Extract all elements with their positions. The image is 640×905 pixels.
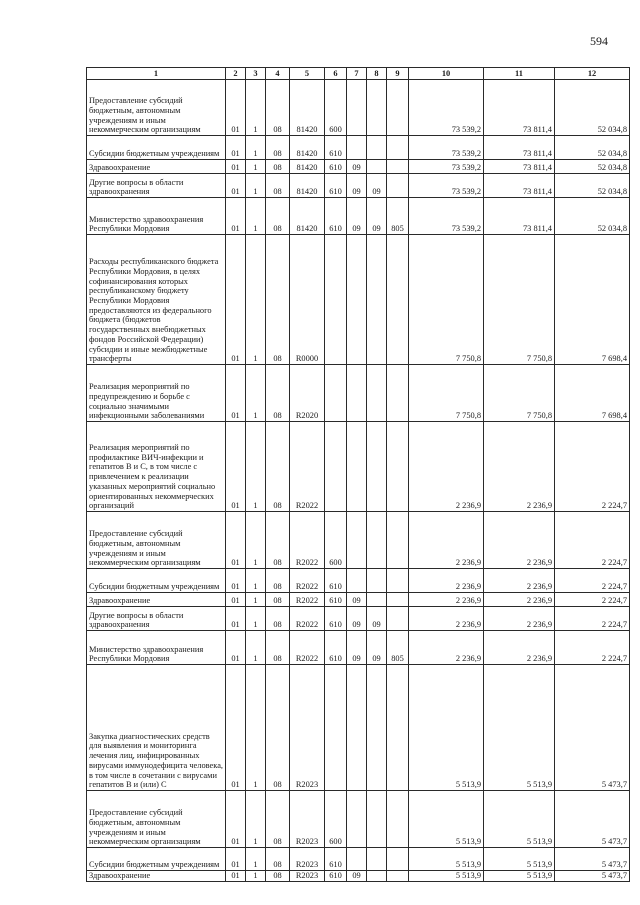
- column-header: 10: [409, 68, 484, 80]
- col-4-cell: 08: [266, 791, 290, 848]
- col-8-cell: [367, 848, 387, 871]
- col-11-cell: 73 811,4: [484, 174, 555, 198]
- col-3-cell: 1: [246, 365, 266, 422]
- col-10-cell: 2 236,9: [409, 569, 484, 593]
- column-header: 9: [387, 68, 409, 80]
- col-5-cell: 81420: [290, 174, 325, 198]
- col-9-cell: [387, 665, 409, 791]
- row-name-cell: Расходы республиканского бюджета Республики Мордовия, в целях софинансирования которых республиканскому бюджету Республики Мордовия предоставляются из федерального бюджета (бюджетов государственных внебюджетных фондов Российской Федерации) субсидии и иные межбюджетные трансферты: [87, 235, 226, 365]
- row-name-cell: Предоставление субсидий бюджетным, автономным учреждениям и иным некоммерческим организациям: [87, 791, 226, 848]
- col-4-cell: 08: [266, 80, 290, 136]
- col-3-cell: 1: [246, 791, 266, 848]
- col-12-cell: 52 034,8: [555, 198, 630, 235]
- col-9-cell: [387, 80, 409, 136]
- col-10-cell: 73 539,2: [409, 80, 484, 136]
- row-name-cell: Субсидии бюджетным учреждениям: [87, 848, 226, 871]
- table-row: [87, 871, 630, 882]
- col-10-cell: 73 539,2: [409, 136, 484, 160]
- row-name-cell: Здравоохранение: [87, 593, 226, 607]
- col-8-cell: 09: [367, 631, 387, 665]
- col-9-cell: [387, 791, 409, 848]
- col-4-cell: 08: [266, 422, 290, 512]
- col-12-cell: 52 034,8: [555, 136, 630, 160]
- col-7-cell: 09: [347, 174, 367, 198]
- col-8-cell: [367, 422, 387, 512]
- col-10-cell: 5 513,9: [409, 848, 484, 871]
- col-5-cell: 81420: [290, 136, 325, 160]
- col-3-cell: 1: [246, 665, 266, 791]
- table-row: [87, 569, 630, 593]
- col-12-cell: 2 224,7: [555, 631, 630, 665]
- col-11-cell: 2 236,9: [484, 593, 555, 607]
- col-3-cell: 1: [246, 174, 266, 198]
- col-11-cell: 73 811,4: [484, 160, 555, 174]
- col-12-cell: 2 224,7: [555, 569, 630, 593]
- col-7-cell: [347, 569, 367, 593]
- table-row: [87, 136, 630, 160]
- col-6-cell: 610: [325, 631, 347, 665]
- col-2-cell: 01: [226, 80, 246, 136]
- col-6-cell: 600: [325, 80, 347, 136]
- col-7-cell: [347, 80, 367, 136]
- col-6-cell: [325, 665, 347, 791]
- col-9-cell: [387, 235, 409, 365]
- col-9-cell: 805: [387, 631, 409, 665]
- col-2-cell: 01: [226, 871, 246, 882]
- row-name-cell: Субсидии бюджетным учреждениям: [87, 136, 226, 160]
- col-10-cell: 7 750,8: [409, 365, 484, 422]
- col-11-cell: 73 811,4: [484, 198, 555, 235]
- col-2-cell: 01: [226, 365, 246, 422]
- col-9-cell: [387, 174, 409, 198]
- col-4-cell: 08: [266, 631, 290, 665]
- col-9-cell: [387, 593, 409, 607]
- col-11-cell: 5 513,9: [484, 848, 555, 871]
- col-7-cell: [347, 235, 367, 365]
- row-name-cell: Другие вопросы в области здравоохранения: [87, 607, 226, 631]
- column-header: 5: [290, 68, 325, 80]
- row-name-cell: Предоставление субсидий бюджетным, автономным учреждениям и иным некоммерческим организациям: [87, 512, 226, 569]
- col-3-cell: 1: [246, 235, 266, 365]
- col-8-cell: [367, 160, 387, 174]
- col-7-cell: 09: [347, 593, 367, 607]
- row-name-cell: Реализация мероприятий по предупреждению и борьбе с социально значимыми инфекционными заболеваниями: [87, 365, 226, 422]
- col-7-cell: [347, 136, 367, 160]
- table-row: [87, 848, 630, 871]
- col-9-cell: [387, 136, 409, 160]
- col-9-cell: 805: [387, 198, 409, 235]
- col-8-cell: [367, 235, 387, 365]
- row-name-cell: Предоставление субсидий бюджетным, автономным учреждениям и иным некоммерческим организациям: [87, 80, 226, 136]
- col-7-cell: 09: [347, 607, 367, 631]
- col-6-cell: 610: [325, 174, 347, 198]
- table-row: [87, 791, 630, 848]
- col-12-cell: 52 034,8: [555, 80, 630, 136]
- col-12-cell: 2 224,7: [555, 422, 630, 512]
- col-6-cell: 610: [325, 871, 347, 882]
- col-10-cell: 7 750,8: [409, 235, 484, 365]
- col-3-cell: 1: [246, 607, 266, 631]
- col-9-cell: [387, 160, 409, 174]
- col-11-cell: 5 513,9: [484, 871, 555, 882]
- column-header: 6: [325, 68, 347, 80]
- col-7-cell: 09: [347, 198, 367, 235]
- col-7-cell: [347, 422, 367, 512]
- column-header: 2: [226, 68, 246, 80]
- col-6-cell: 610: [325, 198, 347, 235]
- col-2-cell: 01: [226, 607, 246, 631]
- col-2-cell: 01: [226, 235, 246, 365]
- col-9-cell: [387, 512, 409, 569]
- col-7-cell: [347, 365, 367, 422]
- budget-table: [86, 67, 630, 882]
- col-9-cell: [387, 871, 409, 882]
- col-3-cell: 1: [246, 136, 266, 160]
- col-2-cell: 01: [226, 136, 246, 160]
- col-10-cell: 5 513,9: [409, 791, 484, 848]
- table-row: [87, 365, 630, 422]
- table-row: [87, 512, 630, 569]
- col-10-cell: 5 513,9: [409, 665, 484, 791]
- col-9-cell: [387, 569, 409, 593]
- col-8-cell: [367, 365, 387, 422]
- col-12-cell: 2 224,7: [555, 607, 630, 631]
- col-10-cell: 2 236,9: [409, 593, 484, 607]
- col-5-cell: R2022: [290, 607, 325, 631]
- row-name-cell: Здравоохранение: [87, 871, 226, 882]
- col-8-cell: [367, 665, 387, 791]
- col-3-cell: 1: [246, 848, 266, 871]
- col-8-cell: 09: [367, 174, 387, 198]
- column-header: 12: [555, 68, 630, 80]
- col-11-cell: 2 236,9: [484, 607, 555, 631]
- table-header-row: [87, 68, 630, 80]
- col-11-cell: 7 750,8: [484, 365, 555, 422]
- col-6-cell: [325, 365, 347, 422]
- col-11-cell: 2 236,9: [484, 631, 555, 665]
- col-11-cell: 2 236,9: [484, 512, 555, 569]
- column-header: 4: [266, 68, 290, 80]
- col-6-cell: 610: [325, 569, 347, 593]
- column-header: 3: [246, 68, 266, 80]
- col-2-cell: 01: [226, 422, 246, 512]
- col-11-cell: 73 811,4: [484, 136, 555, 160]
- col-11-cell: 7 750,8: [484, 235, 555, 365]
- col-6-cell: 600: [325, 791, 347, 848]
- table-row: [87, 593, 630, 607]
- col-3-cell: 1: [246, 593, 266, 607]
- row-name-cell: Другие вопросы в области здравоохранения: [87, 174, 226, 198]
- col-7-cell: [347, 791, 367, 848]
- col-4-cell: 08: [266, 198, 290, 235]
- col-3-cell: 1: [246, 80, 266, 136]
- col-12-cell: 2 224,7: [555, 512, 630, 569]
- col-2-cell: 01: [226, 512, 246, 569]
- col-2-cell: 01: [226, 631, 246, 665]
- col-4-cell: 08: [266, 871, 290, 882]
- col-7-cell: 09: [347, 631, 367, 665]
- col-10-cell: 73 539,2: [409, 174, 484, 198]
- col-6-cell: 610: [325, 593, 347, 607]
- col-10-cell: 2 236,9: [409, 512, 484, 569]
- col-8-cell: 09: [367, 607, 387, 631]
- col-4-cell: 08: [266, 136, 290, 160]
- col-10-cell: 73 539,2: [409, 198, 484, 235]
- col-8-cell: [367, 593, 387, 607]
- col-5-cell: 81420: [290, 160, 325, 174]
- col-10-cell: 2 236,9: [409, 631, 484, 665]
- col-8-cell: [367, 512, 387, 569]
- col-9-cell: [387, 848, 409, 871]
- page-number: 594: [590, 34, 608, 48]
- col-3-cell: 1: [246, 631, 266, 665]
- col-6-cell: 610: [325, 848, 347, 871]
- row-name-cell: Министерство здравоохранения Республики Мордовия: [87, 198, 226, 235]
- col-2-cell: 01: [226, 791, 246, 848]
- table-row: [87, 80, 630, 136]
- col-4-cell: 08: [266, 235, 290, 365]
- col-4-cell: 08: [266, 512, 290, 569]
- table-row: [87, 422, 630, 512]
- col-12-cell: 7 698,4: [555, 235, 630, 365]
- row-name-cell: Здравоохранение: [87, 160, 226, 174]
- col-3-cell: 1: [246, 569, 266, 593]
- col-4-cell: 08: [266, 365, 290, 422]
- col-5-cell: 81420: [290, 198, 325, 235]
- col-6-cell: 610: [325, 160, 347, 174]
- col-2-cell: 01: [226, 198, 246, 235]
- col-6-cell: [325, 235, 347, 365]
- table-row: [87, 160, 630, 174]
- col-3-cell: 1: [246, 160, 266, 174]
- col-11-cell: 2 236,9: [484, 422, 555, 512]
- col-3-cell: 1: [246, 198, 266, 235]
- row-name-cell: Реализация мероприятий по профилактике ВИЧ-инфекции и гепатитов В и С, в том числе с привлечением к реализации указанных мероприятий социально ориентированных некоммерческих организаций: [87, 422, 226, 512]
- col-5-cell: R2022: [290, 631, 325, 665]
- table-row: [87, 607, 630, 631]
- col-12-cell: 7 698,4: [555, 365, 630, 422]
- col-7-cell: 09: [347, 160, 367, 174]
- col-5-cell: R2022: [290, 569, 325, 593]
- col-10-cell: 5 513,9: [409, 871, 484, 882]
- col-5-cell: R2023: [290, 791, 325, 848]
- col-9-cell: [387, 607, 409, 631]
- col-4-cell: 08: [266, 174, 290, 198]
- row-name-cell: Закупка диагностических средств для выявления и мониторинга лечения лиц, инфицированных вирусами иммунодефицита человека, в том числе в сочетании с вирусами гепатитов В и (или) С: [87, 665, 226, 791]
- col-4-cell: 08: [266, 160, 290, 174]
- col-11-cell: 5 513,9: [484, 665, 555, 791]
- col-5-cell: R2023: [290, 871, 325, 882]
- col-4-cell: 08: [266, 665, 290, 791]
- col-7-cell: [347, 512, 367, 569]
- col-6-cell: 610: [325, 136, 347, 160]
- col-5-cell: R2022: [290, 422, 325, 512]
- col-10-cell: 2 236,9: [409, 422, 484, 512]
- col-10-cell: 2 236,9: [409, 607, 484, 631]
- col-3-cell: 1: [246, 422, 266, 512]
- col-7-cell: [347, 848, 367, 871]
- col-11-cell: 73 811,4: [484, 80, 555, 136]
- col-8-cell: 09: [367, 198, 387, 235]
- col-5-cell: R2022: [290, 512, 325, 569]
- col-6-cell: 610: [325, 607, 347, 631]
- col-12-cell: 52 034,8: [555, 174, 630, 198]
- col-12-cell: 52 034,8: [555, 160, 630, 174]
- col-3-cell: 1: [246, 512, 266, 569]
- table-row: [87, 174, 630, 198]
- col-2-cell: 01: [226, 174, 246, 198]
- col-9-cell: [387, 422, 409, 512]
- col-5-cell: 81420: [290, 80, 325, 136]
- col-2-cell: 01: [226, 569, 246, 593]
- column-header: 11: [484, 68, 555, 80]
- col-2-cell: 01: [226, 160, 246, 174]
- col-12-cell: 5 473,7: [555, 871, 630, 882]
- column-header: 7: [347, 68, 367, 80]
- col-10-cell: 73 539,2: [409, 160, 484, 174]
- col-11-cell: 2 236,9: [484, 569, 555, 593]
- col-12-cell: 5 473,7: [555, 848, 630, 871]
- col-8-cell: [367, 80, 387, 136]
- col-5-cell: R2020: [290, 365, 325, 422]
- col-5-cell: R2023: [290, 665, 325, 791]
- col-5-cell: R2022: [290, 593, 325, 607]
- col-8-cell: [367, 871, 387, 882]
- row-name-cell: Субсидии бюджетным учреждениям: [87, 569, 226, 593]
- col-3-cell: 1: [246, 871, 266, 882]
- column-header: 1: [87, 68, 226, 80]
- col-5-cell: R0000: [290, 235, 325, 365]
- col-9-cell: [387, 365, 409, 422]
- col-8-cell: [367, 791, 387, 848]
- col-12-cell: 2 224,7: [555, 593, 630, 607]
- col-12-cell: 5 473,7: [555, 791, 630, 848]
- col-4-cell: 08: [266, 607, 290, 631]
- col-4-cell: 08: [266, 569, 290, 593]
- col-2-cell: 01: [226, 848, 246, 871]
- col-8-cell: [367, 569, 387, 593]
- col-2-cell: 01: [226, 665, 246, 791]
- col-8-cell: [367, 136, 387, 160]
- column-header: 8: [367, 68, 387, 80]
- table-row: [87, 235, 630, 365]
- col-7-cell: 09: [347, 871, 367, 882]
- table-row: [87, 198, 630, 235]
- col-2-cell: 01: [226, 593, 246, 607]
- col-7-cell: [347, 665, 367, 791]
- col-6-cell: [325, 422, 347, 512]
- col-12-cell: 5 473,7: [555, 665, 630, 791]
- col-6-cell: 600: [325, 512, 347, 569]
- table-row: [87, 665, 630, 791]
- col-5-cell: R2023: [290, 848, 325, 871]
- col-4-cell: 08: [266, 593, 290, 607]
- row-name-cell: Министерство здравоохранения Республики Мордовия: [87, 631, 226, 665]
- col-11-cell: 5 513,9: [484, 791, 555, 848]
- table-row: [87, 631, 630, 665]
- col-4-cell: 08: [266, 848, 290, 871]
